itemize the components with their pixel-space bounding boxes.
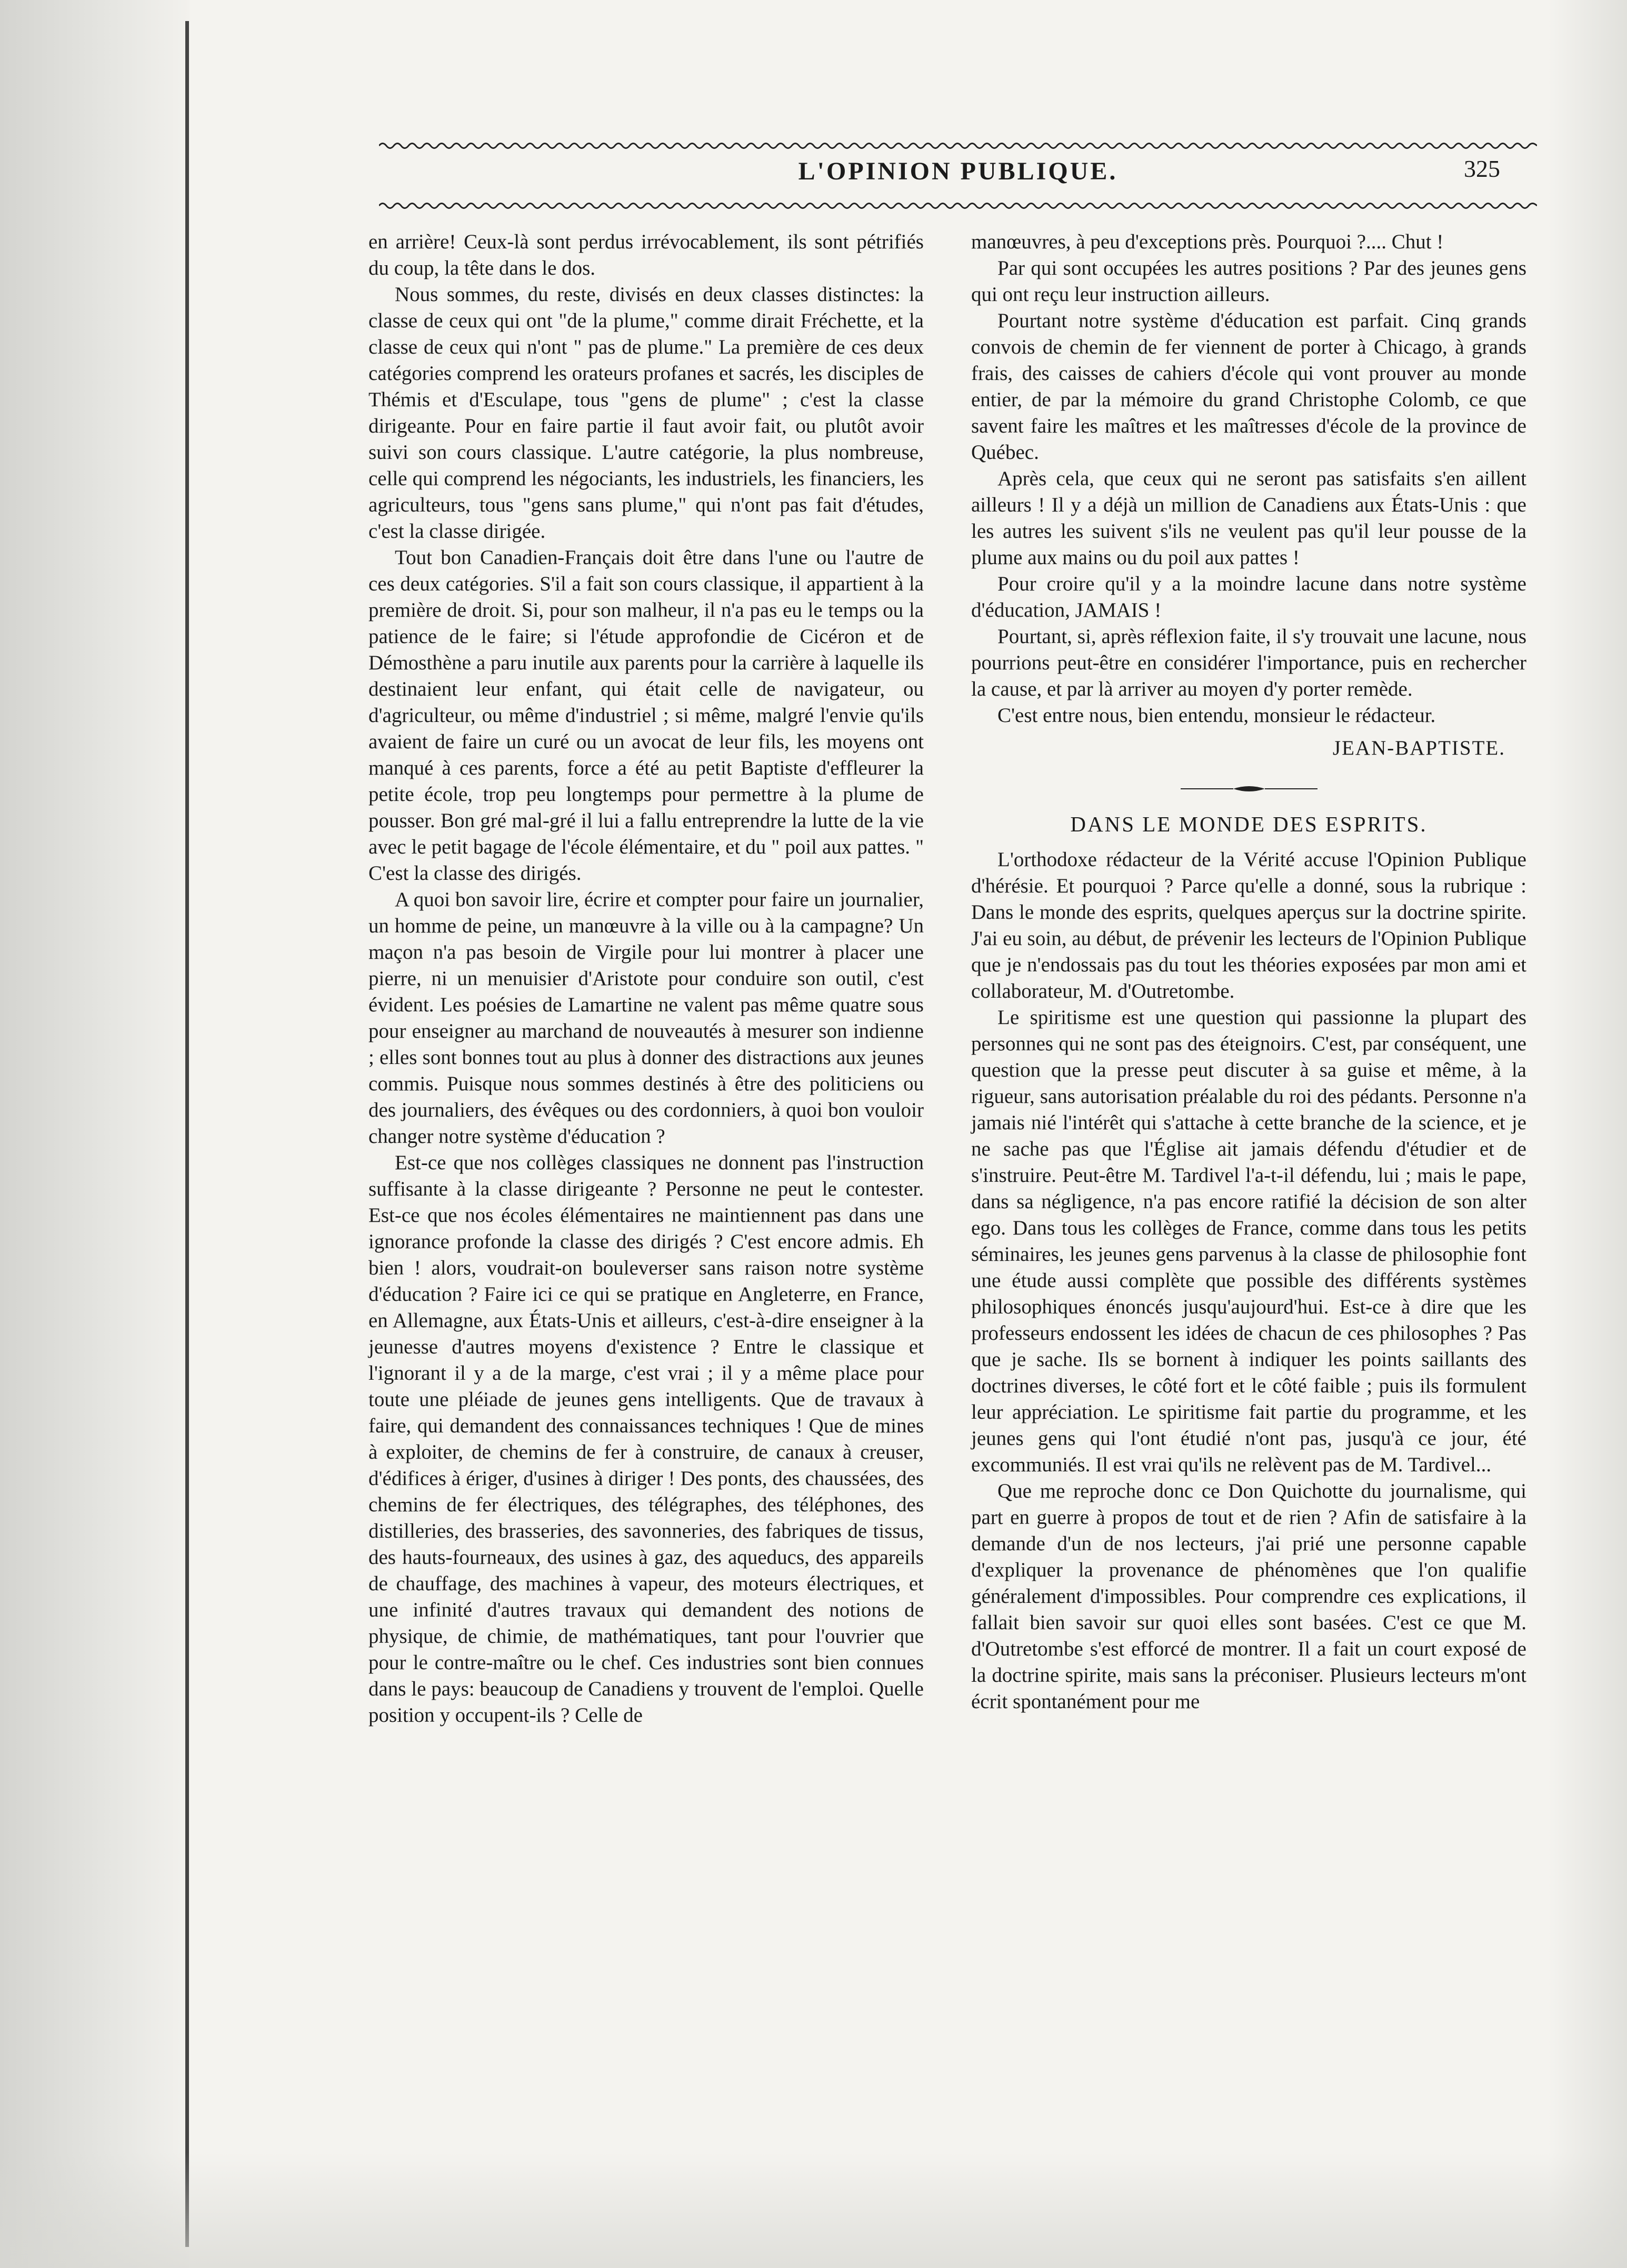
paragraph: A quoi bon savoir lire, écrire et compter pour faire un journalier, un homme de peine, un manœuvre à la ville ou à la campagne? Un maçon n'a pas besoin de Virgile pour lui montrer à placer une pierre, ni un menuisier d'Aristote pour conduire son outil, c'est évident. Les poésies de Lamartine ne valent pas même quatre sous pour enseigner au marchand de nouveautés à mesurer son indienne ; elles sont bonnes tout au plus à donner des distractions aux jeunes commis. Puisque nous sommes destinés à être des politiciens ou des journaliers, des évêques ou des cordonniers, à quoi bon vouloir changer notre système d'éducation ? [368, 888, 924, 1148]
paragraph: Le spiritisme est une question qui passionne la plupart des personnes qui ne sont pas des éteignoirs. C'est, par conséquent, une question que la presse peut discuter à sa guise et même, à la rigueur, sans autorisation préalable du roi des pédants. Personne n'a jamais nié l'intérêt qui s'attache à cette branche de la science, et je ne sache pas que l'Église ait jamais défendu d'étudier et de s'instruire. Peut-être M. Tardivel l'a-t-il défendu, lui ; mais le pape, dans sa négligence, n'a pas encore ratifié la décision de son alter ego. Dans tous les collèges de France, comme dans tous les petits séminaires, les jeunes gens parvenus à la classe de philosophie font une étude aussi complète que possible des différents systèmes philosophiques énoncés jusqu'aujourd'hui. Est-ce à dire que les professeurs endossent les idées de chacun de ces philosophes ? Pas que je sache. Ils se bornent à indiquer les points saillants des doctrines diverses, le côté fort et le côté faible ; puis ils formulent leur appréciation. Le spiritisme fait partie du programme, et les jeunes gens qui l'ont étudié n'ont pas, jusqu'à ce jour, été excommuniés. Il est vrai qu'ils ne relèvent pas de M. Tardivel... [971, 1006, 1526, 1476]
paragraph: Pourtant, si, après réflexion faite, il s'y trouvait une lacune, nous pourrions peut-être en considérer l'importance, puis en rechercher la cause, et par là arriver au moyen d'y porter remède. [971, 625, 1526, 700]
scan-bottom-shadow [0, 2152, 1627, 2268]
scan-edge-shadow [1548, 0, 1627, 2268]
paragraph: Tout bon Canadien-Français doit être dans l'une ou l'autre de ces deux catégories. S'il a fait son cours classique, il appartient à la première de droit. Si, pour son malheur, il n'a pas eu le temps ou la patience de le faire; si l'étude approfondie de Cicéron et de Démosthène a paru inutile aux parents pour la carrière à laquelle ils destinaient leur enfant, qui était celle de navigateur, ou d'agriculteur, ou même d'industriel ; si même, malgré l'envie qu'ils avaient de faire un curé ou un avocat de leur fils, les moyens ont manqué à ces parents, force a été au petit Baptiste d'effleurer la petite école, trop peu longtemps pour permettre à la plume de pousser. Bon gré mal-gré il lui a fallu entreprendre la lutte de la vie avec le petit bagage de l'école élémentaire, et du " poil aux pattes. " C'est la classe des dirigés. [368, 546, 924, 885]
binding-spine-line [185, 21, 189, 2247]
paragraph: Est-ce que nos collèges classiques ne donnent pas l'instruction suffisante à la classe dirigeante ? Personne ne peut le contester. Est-ce que nos écoles élémentaires ne maintiennent pas dans une ignorance profonde la classe des dirigés ? C'est encore admis. Eh bien ! alors, voudrait-on bouleverser sans raison notre système d'éducation ? Faire ici ce qui se pratique en Angleterre, en France, en Allemagne, aux États-Unis et ailleurs, c'est-à-dire enseigner à la jeunesse d'autres moyens d'existence ? Entre le classique et l'ignorant il y a de la marge, c'est vrai ; il y a même place pour toute une pléiade de jeunes gens intelligents. Que de travaux à faire, qui demandent des connaissances techniques ! Que de mines à exploiter, de chemins de fer à construire, de canaux à creuser, d'édifices à ériger, d'usines à diriger ! Des ponts, des chaussées, des chemins de fer électriques, des télégraphes, des téléphones, des distilleries, des brasseries, des savonneries, des fabriques de tissus, des hauts-fourneaux, des usines à gaz, des aqueducs, des appareils de chauffage, des machines à vapeur, des moteurs électriques, et une infinité d'autres travaux qui demandent des notions de physique, de chimie, de mathématiques, tant pour l'ouvrier que pour le contre-maître ou le chef. Ces industries sont bien connues dans le pays: beaucoup de Canadiens y trouvent de l'emploi. Quelle position y occupent-ils ? Celle de [368, 1151, 924, 1727]
article-signature: JEAN-BAPTISTE. [1332, 737, 1505, 759]
newspaper-title: L'OPINION PUBLIQUE. [798, 157, 1118, 185]
paragraph: Par qui sont occupées les autres positions ? Par des jeunes gens qui ont reçu leur instruction ailleurs. [971, 257, 1526, 306]
left-column [368, 229, 924, 1729]
section-title: DANS LE MONDE DES ESPRITS. [1070, 812, 1428, 836]
paragraph: Pourtant notre système d'éducation est parfait. Cinq grands convois de chemin de fer viennent de porter à Chicago, à grands frais, des caisses de cahiers d'école qui vont prouver au monde entier, de par la mémoire du grand Christophe Colomb, ce que savent faire les maîtres et les maîtresses d'école de la province de Québec. [971, 309, 1526, 464]
right-column [971, 229, 1526, 1715]
bottom-wavy-rule [379, 201, 1537, 210]
page-header [379, 153, 1537, 195]
paragraph: en arrière! Ceux-là sont perdus irrévocablement, ils sont pétrifiés du coup, la tête dans le dos. [368, 230, 924, 279]
paragraph: Pour croire qu'il y a la moindre lacune dans notre système d'éducation, JAMAIS ! [971, 573, 1526, 621]
paragraph: manœuvres, à peu d'exceptions près. Pourquoi ?.... Chut ! [971, 230, 1444, 253]
paragraph: L'orthodoxe rédacteur de la Vérité accuse l'Opinion Publique d'hérésie. Et pourquoi ? Parce qu'elle a donné, sous la rubrique : Dans le monde des esprits, quelques aperçus sur la doctrine spirite. J'ai eu soin, au début, de prévenir les lecteurs de l'Opinion Publique que je n'endossais pas du tout les théories exposées par mon ami et collaborateur, M. d'Outretombe. [971, 848, 1526, 1002]
section-divider-ornament [1181, 782, 1317, 795]
paragraph: Après cela, que ceux qui ne seront pas satisfaits s'en aillent ailleurs ! Il y a déjà un million de Canadiens aux États-Unis : que les autres les suivent s'ils ne veulent pas qu'il leur pousse de la plume aux mains ou du poil aux pattes ! [971, 467, 1526, 569]
paragraph: C'est entre nous, bien entendu, monsieur le rédacteur. [997, 704, 1436, 727]
scan-gutter-shadow [0, 0, 189, 2268]
top-wavy-rule [379, 141, 1537, 150]
paragraph: Que me reproche donc ce Don Quichotte du journalisme, qui part en guerre à propos de tout et de rien ? Afin de satisfaire à la demande d'un de nos lecteurs, j'ai prié une personne capable d'expliquer la provenance de phénomènes que l'on qualifie généralement d'impossibles. Pour comprendre ces explications, il fallait bien savoir sur quoi elles sont basées. C'est ce que M. d'Outretombe s'est efforcé de montrer. Il a fait un court exposé de la doctrine spirite, mais sans la préconiser. Plusieurs lecteurs m'ont écrit spontanément pour me [971, 1480, 1526, 1713]
page-number: 325 [1464, 155, 1500, 182]
paragraph: Nous sommes, du reste, divisés en deux classes distinctes: la classe de ceux qui ont "de la plume," comme dirait Fréchette, et la classe de ceux qui n'ont " pas de plume." La première de ces deux catégories comprend les orateurs profanes et sacrés, les disciples de Thémis et d'Esculape, tous "gens de plume" ; c'est la classe dirigeante. Pour en faire partie il faut avoir fait, ou plutôt avoir suivi son cours classique. L'autre catégorie, la plus nombreuse, celle qui comprend les négociants, les industriels, les financiers, les agriculteurs, tous "gens sans plume," qui n'ont pas fait d'études, c'est la classe dirigée. [368, 283, 924, 543]
